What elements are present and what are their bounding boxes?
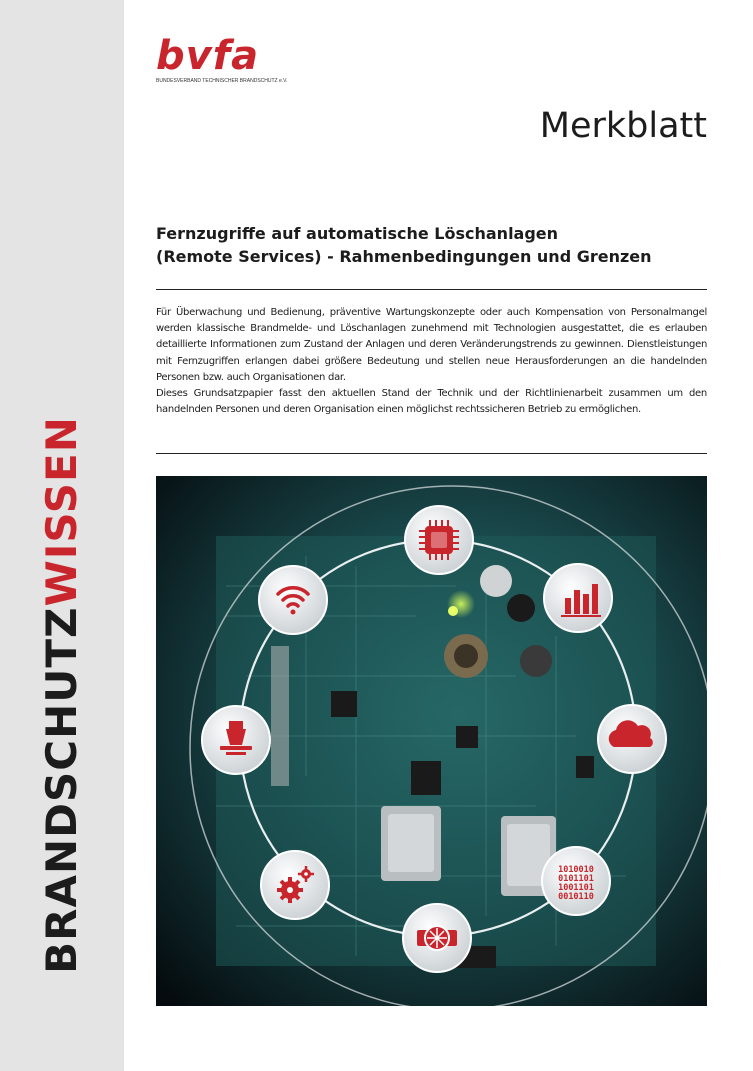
bvfa-logo [156,33,306,90]
sprinkler-icon [202,706,270,774]
gears-icon [261,851,329,919]
intro-paragraph-1: Für Überwachung und Bedienung, präventive Wartungskonzepte oder auch Kompensation von Personalmangel werden klassische Brandmelde- und Löschanlagen zunehmend mit Technologien ausgestattet, die es erlauben detaillierte Informationen zum Zustand der Anlagen und deren Veränderungstrends zu gewinnen. Dienstleistungen mit Fernzugriffen erlangen dabei größere Bedeutung und stellen neue Herausforderungen an die handelnden Personen bzw. auch Organisationen dar. [156,307,707,383]
title-line-1: Fernzugriffe auf automatische Löschanlagen [156,224,559,243]
logo-subline: BUNDESVERBAND TECHNISCHER BRANDSCHUTZ e.V. [156,78,288,84]
sidebar-title-part2: WISSEN [37,416,86,607]
binary-line-1: 1010010 [558,865,594,875]
sidebar [0,0,124,1071]
divider-bottom [156,453,707,454]
valve-icon [403,904,471,972]
sidebar-title [37,416,86,974]
intro-text [156,305,707,418]
cloud-icon [598,705,666,773]
document-type: Merkblatt [539,106,707,146]
binary-data-icon [542,847,610,915]
chip-icon [405,506,473,574]
title-line-2: (Remote Services) - Rahmenbedingungen und Grenzen [156,247,652,266]
bar-chart-icon [544,564,612,632]
binary-line-3: 1001101 [558,883,594,893]
intro-paragraph-2: Dieses Grundsatzpapier fasst den aktuellen Stand der Technik und der Richtlinienarbeit zusammen um den handelnden Personen und deren Organisation einen möglichst rechtssicheren Betrieb zu ermöglichen. [156,388,707,416]
wifi-icon [259,566,327,634]
logo-wordmark: bvfa [156,33,260,79]
divider-top [156,289,707,290]
binary-line-4: 0010110 [558,892,594,902]
hero-image [156,476,707,1006]
binary-line-2: 0101101 [558,874,594,884]
document-title [156,222,716,268]
sidebar-title-part1: BRANDSCHUTZ [37,606,86,974]
